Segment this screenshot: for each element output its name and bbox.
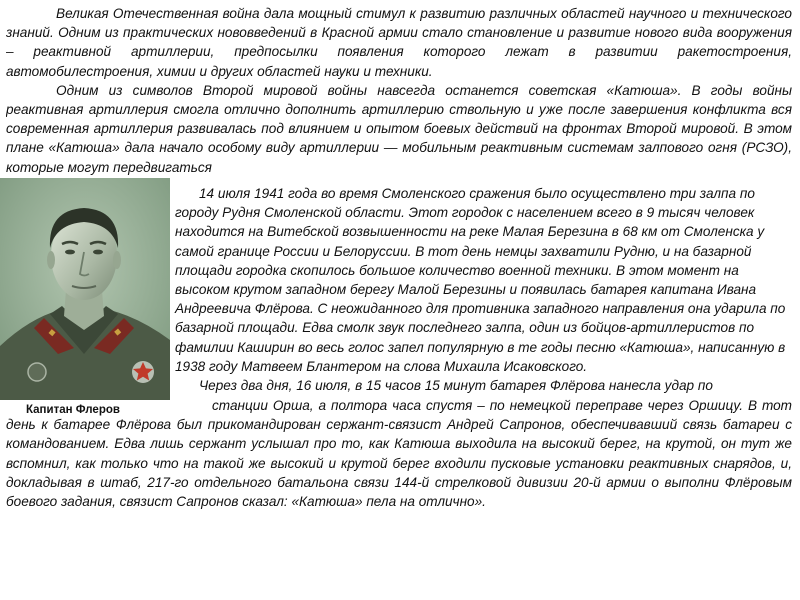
story-paragraph-2-rest: станции Орша, а полтора часа спустя – по немецкой переправе через Оршицу. В тот день к батарее Флёрова был прикомандирован сержант-связист Андрей Сапронов, обеспечивавший связь батареи с командованием. Едва лишь сержант услышал про то, как Катюша выходила на высокий берег, на крутой, он тут же вспомнил, как только что на такой же высокий и крутой берег входили пусковые установки реактивных снарядов, и, докладывая в штаб, 217-го отдельного батальона связи 144-й стрелковой дивизии 20-й армии о выполни Флёровым боевого задания, связист Сапронов сказал: «Катюша» пела на отлично».	[6, 398, 792, 510]
intro-text	[6, 4, 792, 176]
story-text-upper	[175, 184, 793, 395]
portrait-caption: Капитан Флеров	[26, 404, 120, 416]
story-paragraph-1: 14 июля 1941 года во время Смоленского сражения было осуществлено три залпа по городу Рудня Смоленской области. Этот городок с населением всего в 9 тысяч человек находится на Витебской возвышенности на реке Малая Березина в 68 км от Смоленска у самой границе России и Белоруссии. В тот день немцы захватили Рудню, и на базарной площади городка скопилось большое количество военной техники. В этом момент на высоком крутом западном берегу Малой Березины и появилась батарея капитана Ивана Андреевича Флёрова. С неожиданного для противника западного направления она ударила по базарной площади. Едва смолк звук последнего залпа, один из бойцов-артиллеристов по фамилии Каширин во весь голос запел популярную в те годы песню «Катюша», написанную в 1938 году Матвеем Блантером на слова Михаила Исаковского.	[175, 186, 786, 374]
story-text-lower	[6, 396, 792, 511]
story-paragraph-2-start: Через два дня, 16 июля, в 15 часов 15 минут батарея Флёрова нанесла удар по	[199, 378, 713, 394]
caption-gap	[6, 396, 212, 415]
portrait-photo	[0, 178, 170, 400]
intro-paragraph-2: Одним из символов Второй мировой войны навсегда останется советская «Катюша». В годы войны реактивная артиллерия смогла отлично дополнить артиллерию ствольную и уже после завершения конфликта вся современная артиллерия развивалась под влиянием и опытом боевых действий на фронтах Второй мировой. В этом плане «Катюша» дала начало особому виду артиллерии — мобильным реактивным системам залпового огня (РСЗО), которые могут передвигаться	[6, 82, 792, 175]
intro-paragraph-1: Великая Отечественная война дала мощный стимул к развитию различных областей научного и технического знаний. Одним из практических нововведений в Красной армии стало становление и развитие нового вида вооружения – реактивной артиллерии, предпосылки появления которого лежат в развитии ракетостроения, автомобилестроения, химии и других областей науки и техники.	[6, 6, 792, 79]
portrait-image	[0, 178, 170, 400]
